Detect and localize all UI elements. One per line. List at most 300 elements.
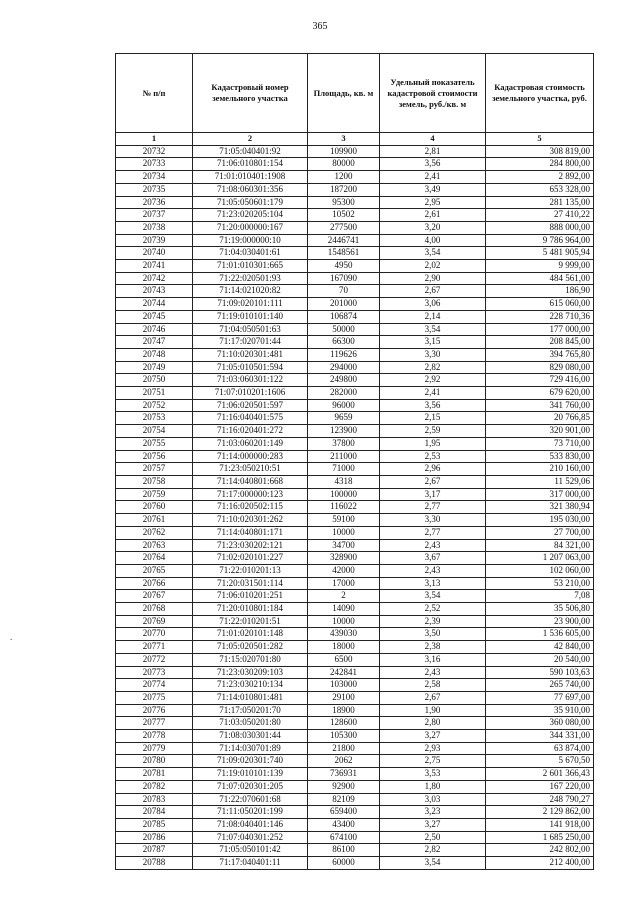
cadastral-number-cell: 71:09:020301:740	[193, 755, 308, 768]
area-cell: 66300	[308, 336, 380, 349]
row-number-cell: 20778	[116, 730, 193, 743]
cadastral-value-cell: 321 380,94	[486, 501, 594, 514]
specific-value-cell: 2,52	[380, 603, 486, 616]
specific-value-cell: 3,53	[380, 768, 486, 781]
area-cell: 80000	[308, 158, 380, 171]
row-number-cell: 20783	[116, 793, 193, 806]
cadastral-value-cell: 84 321,00	[486, 539, 594, 552]
cadastral-value-cell: 533 830,00	[486, 450, 594, 463]
specific-value-cell: 3,49	[380, 183, 486, 196]
cadastral-number-cell: 71:08:040401:146	[193, 818, 308, 831]
cadastral-value-cell: 23 900,00	[486, 615, 594, 628]
specific-value-cell: 3,30	[380, 514, 486, 527]
table-row	[116, 475, 594, 488]
cadastral-value-cell: 7,08	[486, 590, 594, 603]
row-number-cell: 20771	[116, 641, 193, 654]
cadastral-value-cell: 284 800,00	[486, 158, 594, 171]
cadastral-number-cell: 71:23:030202:121	[193, 539, 308, 552]
cadastral-number-cell: 71:11:050201:199	[193, 806, 308, 819]
specific-value-cell: 2,93	[380, 742, 486, 755]
cadastral-value-cell: 590 103,63	[486, 666, 594, 679]
area-cell: 659400	[308, 806, 380, 819]
column-header-number: № п/п	[116, 54, 193, 133]
cadastral-value-cell: 27 700,00	[486, 526, 594, 539]
area-cell: 6500	[308, 653, 380, 666]
area-cell: 95300	[308, 196, 380, 209]
row-number-cell: 20743	[116, 285, 193, 298]
cadastral-value-cell: 484 561,00	[486, 272, 594, 285]
cadastral-value-cell: 2 129 862,00	[486, 806, 594, 819]
specific-value-cell: 3,54	[380, 857, 486, 870]
area-cell: 167090	[308, 272, 380, 285]
row-number-cell: 20774	[116, 679, 193, 692]
row-number-cell: 20773	[116, 666, 193, 679]
cadastral-number-cell: 71:23:030209:103	[193, 666, 308, 679]
row-number-cell: 20744	[116, 298, 193, 311]
cadastral-number-cell: 71:19:010101:140	[193, 310, 308, 323]
area-cell: 439030	[308, 628, 380, 641]
cadastral-number-cell: 71:19:010101:139	[193, 768, 308, 781]
table-row	[116, 590, 594, 603]
row-number-cell: 20763	[116, 539, 193, 552]
row-number-cell: 20752	[116, 399, 193, 412]
cadastral-value-cell: 5 481 905,94	[486, 247, 594, 260]
specific-value-cell: 2,59	[380, 425, 486, 438]
area-cell: 43400	[308, 818, 380, 831]
table-row	[116, 603, 594, 616]
row-number-cell: 20748	[116, 348, 193, 361]
cadastral-number-cell: 71:06:020501:597	[193, 399, 308, 412]
specific-value-cell: 3,56	[380, 158, 486, 171]
cadastral-value-cell: 11 529,06	[486, 475, 594, 488]
cadastral-value-cell: 653 328,00	[486, 183, 594, 196]
cadastral-number-cell: 71:01:020101:148	[193, 628, 308, 641]
cadastral-value-cell: 5 670,50	[486, 755, 594, 768]
specific-value-cell: 2,38	[380, 641, 486, 654]
specific-value-cell: 2,67	[380, 475, 486, 488]
area-cell: 96000	[308, 399, 380, 412]
area-cell: 109900	[308, 145, 380, 158]
table-row	[116, 285, 594, 298]
area-cell: 119626	[308, 348, 380, 361]
cadastral-number-cell: 71:14:040801:171	[193, 526, 308, 539]
column-number-row	[116, 133, 594, 146]
row-number-cell: 20776	[116, 704, 193, 717]
specific-value-cell: 2,61	[380, 209, 486, 222]
cadastral-value-cell: 208 845,00	[486, 336, 594, 349]
cadastral-value-cell: 265 740,00	[486, 679, 594, 692]
table-row	[116, 171, 594, 184]
cadastral-number-cell: 71:19:000000:10	[193, 234, 308, 247]
row-number-cell: 20777	[116, 717, 193, 730]
cadastral-value-cell: 20 766,85	[486, 412, 594, 425]
cadastral-number-cell: 71:17:050201:70	[193, 704, 308, 717]
row-number-cell: 20749	[116, 361, 193, 374]
cadastral-number-cell: 71:23:030210:134	[193, 679, 308, 692]
table-row	[116, 564, 594, 577]
area-cell: 86100	[308, 844, 380, 857]
cadastral-number-cell: 71:17:040401:11	[193, 857, 308, 870]
area-cell: 103000	[308, 679, 380, 692]
table-row	[116, 691, 594, 704]
cadastral-value-table	[115, 53, 594, 870]
cadastral-number-cell: 71:22:010201:51	[193, 615, 308, 628]
row-number-cell: 20775	[116, 691, 193, 704]
cadastral-number-cell: 71:01:010401:1908	[193, 171, 308, 184]
column-header-specific-value: Удельный показатель кадастровой стоимости земель, руб./кв. м	[380, 54, 486, 133]
cadastral-number-cell: 71:10:020301:262	[193, 514, 308, 527]
cadastral-number-cell: 71:17:020701:44	[193, 336, 308, 349]
cadastral-value-cell: 210 160,00	[486, 463, 594, 476]
table-row	[116, 768, 594, 781]
cadastral-number-cell: 71:16:040401:575	[193, 412, 308, 425]
table-row	[116, 666, 594, 679]
cadastral-value-cell: 9 999,00	[486, 260, 594, 273]
column-header-cadastral-value: Кадастровая стоимость земельного участка, руб.	[486, 54, 594, 133]
column-number: 4	[380, 133, 486, 146]
row-number-cell: 20765	[116, 564, 193, 577]
table-row	[116, 628, 594, 641]
specific-value-cell: 3,67	[380, 552, 486, 565]
area-cell: 106874	[308, 310, 380, 323]
table-row	[116, 412, 594, 425]
table-row	[116, 793, 594, 806]
table-row	[116, 742, 594, 755]
table-row	[116, 539, 594, 552]
cadastral-number-cell: 71:14:000000:283	[193, 450, 308, 463]
area-cell: 4318	[308, 475, 380, 488]
cadastral-value-cell: 888 000,00	[486, 221, 594, 234]
cadastral-value-cell: 320 901,00	[486, 425, 594, 438]
cadastral-number-cell: 71:07:010201:1606	[193, 387, 308, 400]
area-cell: 128600	[308, 717, 380, 730]
table-row	[116, 234, 594, 247]
table-row	[116, 463, 594, 476]
row-number-cell: 20785	[116, 818, 193, 831]
row-number-cell: 20758	[116, 475, 193, 488]
cadastral-number-cell: 71:07:020301:205	[193, 780, 308, 793]
row-number-cell: 20741	[116, 260, 193, 273]
table-row	[116, 679, 594, 692]
cadastral-number-cell: 71:09:020101:111	[193, 298, 308, 311]
table-row	[116, 310, 594, 323]
table-row	[116, 488, 594, 501]
specific-value-cell: 2,90	[380, 272, 486, 285]
cadastral-value-cell: 27 410,22	[486, 209, 594, 222]
row-number-cell: 20732	[116, 145, 193, 158]
area-cell: 17000	[308, 577, 380, 590]
cadastral-number-cell: 71:05:050101:42	[193, 844, 308, 857]
specific-value-cell: 2,15	[380, 412, 486, 425]
specific-value-cell: 2,75	[380, 755, 486, 768]
cadastral-value-cell: 344 331,00	[486, 730, 594, 743]
row-number-cell: 20764	[116, 552, 193, 565]
specific-value-cell: 3,15	[380, 336, 486, 349]
table-row	[116, 730, 594, 743]
area-cell: 18000	[308, 641, 380, 654]
table-row	[116, 145, 594, 158]
cadastral-value-cell: 186,90	[486, 285, 594, 298]
table-row	[116, 247, 594, 260]
row-number-cell: 20757	[116, 463, 193, 476]
table-row	[116, 348, 594, 361]
cadastral-number-cell: 71:04:030401:61	[193, 247, 308, 260]
area-cell: 105300	[308, 730, 380, 743]
row-number-cell: 20784	[116, 806, 193, 819]
row-number-cell: 20755	[116, 437, 193, 450]
cadastral-number-cell: 71:20:000000:167	[193, 221, 308, 234]
area-cell: 277500	[308, 221, 380, 234]
cadastral-number-cell: 71:10:020301:481	[193, 348, 308, 361]
specific-value-cell: 2,80	[380, 717, 486, 730]
cadastral-number-cell: 71:14:010801:481	[193, 691, 308, 704]
area-cell: 10502	[308, 209, 380, 222]
row-number-cell: 20787	[116, 844, 193, 857]
table-row	[116, 425, 594, 438]
area-cell: 29100	[308, 691, 380, 704]
specific-value-cell: 2,58	[380, 679, 486, 692]
cadastral-value-cell: 2 601 366,43	[486, 768, 594, 781]
cadastral-value-cell: 177 000,00	[486, 323, 594, 336]
area-cell: 249800	[308, 374, 380, 387]
cadastral-number-cell: 71:08:030301:44	[193, 730, 308, 743]
table-row	[116, 183, 594, 196]
cadastral-value-cell: 102 060,00	[486, 564, 594, 577]
area-cell: 71000	[308, 463, 380, 476]
row-number-cell: 20737	[116, 209, 193, 222]
table-row	[116, 450, 594, 463]
specific-value-cell: 2,41	[380, 387, 486, 400]
area-cell: 1200	[308, 171, 380, 184]
area-cell: 14090	[308, 603, 380, 616]
table-row	[116, 653, 594, 666]
column-number: 2	[193, 133, 308, 146]
row-number-cell: 20762	[116, 526, 193, 539]
specific-value-cell: 2,14	[380, 310, 486, 323]
area-cell: 50000	[308, 323, 380, 336]
row-number-cell: 20739	[116, 234, 193, 247]
area-cell: 123900	[308, 425, 380, 438]
area-cell: 82109	[308, 793, 380, 806]
row-number-cell: 20738	[116, 221, 193, 234]
area-cell: 282000	[308, 387, 380, 400]
row-number-cell: 20767	[116, 590, 193, 603]
specific-value-cell: 4,00	[380, 234, 486, 247]
row-number-cell: 20766	[116, 577, 193, 590]
table-row	[116, 158, 594, 171]
cadastral-value-cell: 42 840,00	[486, 641, 594, 654]
table-row	[116, 704, 594, 717]
specific-value-cell: 2,67	[380, 285, 486, 298]
table-row	[116, 260, 594, 273]
area-cell: 34700	[308, 539, 380, 552]
specific-value-cell: 1,95	[380, 437, 486, 450]
specific-value-cell: 3,06	[380, 298, 486, 311]
cadastral-value-cell: 360 080,00	[486, 717, 594, 730]
specific-value-cell: 2,53	[380, 450, 486, 463]
area-cell: 2446741	[308, 234, 380, 247]
row-number-cell: 20780	[116, 755, 193, 768]
table-row	[116, 298, 594, 311]
cadastral-number-cell: 71:08:060301:356	[193, 183, 308, 196]
row-number-cell: 20736	[116, 196, 193, 209]
cadastral-number-cell: 71:14:021020:82	[193, 285, 308, 298]
cadastral-number-cell: 71:05:010501:594	[193, 361, 308, 374]
area-cell: 201000	[308, 298, 380, 311]
area-cell: 211000	[308, 450, 380, 463]
row-number-cell: 20745	[116, 310, 193, 323]
cadastral-number-cell: 71:03:050201:80	[193, 717, 308, 730]
table-row	[116, 818, 594, 831]
cadastral-value-cell: 35 910,00	[486, 704, 594, 717]
table-row	[116, 437, 594, 450]
cadastral-value-cell: 195 030,00	[486, 514, 594, 527]
specific-value-cell: 2,95	[380, 196, 486, 209]
cadastral-value-cell: 248 790,27	[486, 793, 594, 806]
cadastral-number-cell: 71:14:030701:89	[193, 742, 308, 755]
table-row	[116, 806, 594, 819]
area-cell: 92900	[308, 780, 380, 793]
specific-value-cell: 3,23	[380, 806, 486, 819]
specific-value-cell: 3,16	[380, 653, 486, 666]
specific-value-cell: 3,20	[380, 221, 486, 234]
cadastral-value-cell: 1 536 605,00	[486, 628, 594, 641]
table-row	[116, 717, 594, 730]
row-number-cell: 20734	[116, 171, 193, 184]
cadastral-number-cell: 71:05:040401:92	[193, 145, 308, 158]
table-header-row	[116, 54, 594, 133]
area-cell: 21800	[308, 742, 380, 755]
row-number-cell: 20786	[116, 831, 193, 844]
row-number-cell: 20761	[116, 514, 193, 527]
area-cell: 674100	[308, 831, 380, 844]
cadastral-number-cell: 71:22:070601:68	[193, 793, 308, 806]
area-cell: 9659	[308, 412, 380, 425]
area-cell: 1548561	[308, 247, 380, 260]
area-cell: 2	[308, 590, 380, 603]
row-number-cell: 20754	[116, 425, 193, 438]
row-number-cell: 20779	[116, 742, 193, 755]
table-body	[116, 145, 594, 869]
row-number-cell: 20782	[116, 780, 193, 793]
specific-value-cell: 2,77	[380, 501, 486, 514]
table-row	[116, 780, 594, 793]
column-number: 5	[486, 133, 594, 146]
specific-value-cell: 2,82	[380, 844, 486, 857]
cadastral-value-cell: 394 765,80	[486, 348, 594, 361]
cadastral-number-cell: 71:07:040301:252	[193, 831, 308, 844]
table-row	[116, 844, 594, 857]
table-row	[116, 526, 594, 539]
cadastral-value-cell: 53 210,00	[486, 577, 594, 590]
area-cell: 187200	[308, 183, 380, 196]
area-cell: 42000	[308, 564, 380, 577]
area-cell: 328900	[308, 552, 380, 565]
row-number-cell: 20770	[116, 628, 193, 641]
area-cell: 70	[308, 285, 380, 298]
area-cell: 10000	[308, 526, 380, 539]
cadastral-number-cell: 71:22:020501:93	[193, 272, 308, 285]
specific-value-cell: 2,50	[380, 831, 486, 844]
cadastral-value-cell: 281 135,00	[486, 196, 594, 209]
cadastral-number-cell: 71:15:020701:80	[193, 653, 308, 666]
row-number-cell: 20733	[116, 158, 193, 171]
specific-value-cell: 2,92	[380, 374, 486, 387]
row-number-cell: 20746	[116, 323, 193, 336]
column-number: 1	[116, 133, 193, 146]
cadastral-number-cell: 71:04:050501:63	[193, 323, 308, 336]
cadastral-number-cell: 71:23:020205:104	[193, 209, 308, 222]
table-row	[116, 323, 594, 336]
table-row	[116, 336, 594, 349]
cadastral-number-cell: 71:02:020101:227	[193, 552, 308, 565]
table-row	[116, 209, 594, 222]
area-cell: 37800	[308, 437, 380, 450]
cadastral-number-cell: 71:16:020401:272	[193, 425, 308, 438]
area-cell: 242841	[308, 666, 380, 679]
table-row	[116, 399, 594, 412]
table-row	[116, 501, 594, 514]
cadastral-value-cell: 63 874,00	[486, 742, 594, 755]
row-number-cell: 20751	[116, 387, 193, 400]
area-cell: 100000	[308, 488, 380, 501]
specific-value-cell: 2,41	[380, 171, 486, 184]
row-number-cell: 20750	[116, 374, 193, 387]
cadastral-value-cell: 77 697,00	[486, 691, 594, 704]
cadastral-number-cell: 71:14:040801:668	[193, 475, 308, 488]
table-row	[116, 755, 594, 768]
table-row	[116, 221, 594, 234]
specific-value-cell: 3,54	[380, 590, 486, 603]
cadastral-number-cell: 71:06:010201:251	[193, 590, 308, 603]
column-header-cadastral-number: Кадастровый номер земельного участка	[193, 54, 308, 133]
table-row	[116, 857, 594, 870]
cadastral-number-cell: 71:23:050210:51	[193, 463, 308, 476]
table-row	[116, 577, 594, 590]
cadastral-value-cell: 679 620,00	[486, 387, 594, 400]
cadastral-value-cell: 35 506,80	[486, 603, 594, 616]
table-row	[116, 641, 594, 654]
specific-value-cell: 3,03	[380, 793, 486, 806]
cadastral-number-cell: 71:03:060301:122	[193, 374, 308, 387]
area-cell: 736931	[308, 768, 380, 781]
specific-value-cell: 3,50	[380, 628, 486, 641]
column-number: 3	[308, 133, 380, 146]
row-number-cell: 20747	[116, 336, 193, 349]
specific-value-cell: 3,13	[380, 577, 486, 590]
margin-mark: .	[10, 632, 13, 642]
row-number-cell: 20740	[116, 247, 193, 260]
specific-value-cell: 2,02	[380, 260, 486, 273]
cadastral-value-cell: 1 207 063,00	[486, 552, 594, 565]
cadastral-value-cell: 212 400,00	[486, 857, 594, 870]
table-row	[116, 374, 594, 387]
row-number-cell: 20788	[116, 857, 193, 870]
cadastral-number-cell: 71:17:000000:123	[193, 488, 308, 501]
cadastral-value-cell: 1 685 250,00	[486, 831, 594, 844]
cadastral-number-cell: 71:06:010801:154	[193, 158, 308, 171]
specific-value-cell: 2,77	[380, 526, 486, 539]
area-cell: 294000	[308, 361, 380, 374]
cadastral-value-cell: 9 786 964,00	[486, 234, 594, 247]
specific-value-cell: 3,27	[380, 730, 486, 743]
row-number-cell: 20742	[116, 272, 193, 285]
cadastral-value-cell: 242 802,00	[486, 844, 594, 857]
cadastral-value-cell: 829 080,00	[486, 361, 594, 374]
column-header-area: Площадь, кв. м	[308, 54, 380, 133]
specific-value-cell: 1,80	[380, 780, 486, 793]
specific-value-cell: 3,30	[380, 348, 486, 361]
